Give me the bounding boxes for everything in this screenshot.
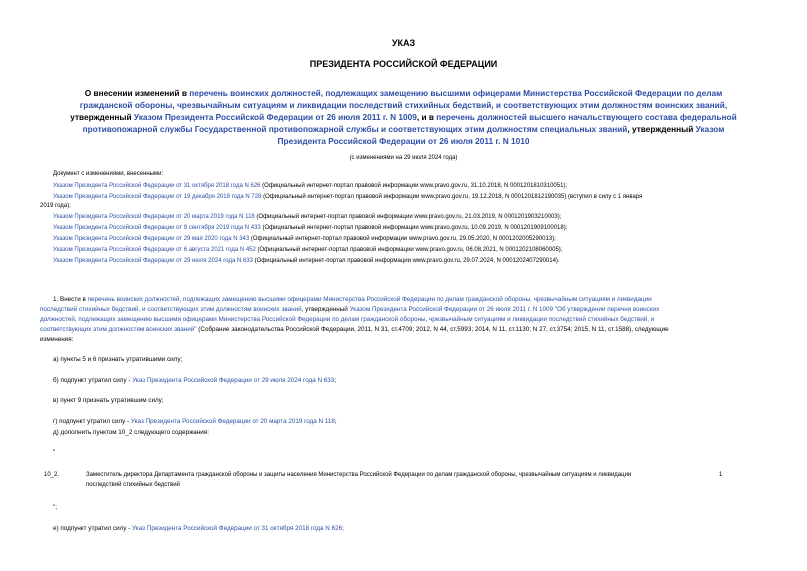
- change-link[interactable]: Указом Президента Российской Федерации от 29 июля 2024 года N 633: [53, 258, 253, 264]
- para-link-list-cont[interactable]: последствий стихийных бедствий, и соответствующих этим должностям воинских званий: [40, 306, 302, 313]
- change-desc: (Официальный интернет-портал правовой информации www.pravo.gov.ru, 29.05.2020, N 0001202005290013);: [249, 236, 556, 242]
- para-link-list[interactable]: перечень воинских должностей, подлежащих замещению высшими офицерами Министерства Российской Федерации по делам гражданской обороны, чрезвычайным ситуациям и ликвидации: [87, 296, 652, 303]
- change-link[interactable]: Указом Президента Российской Федерации от 9 сентября 2019 года N 433: [53, 225, 261, 231]
- heading-link-2-cont[interactable]: противопожарной службы Государственной противопожарной службы и соответствующих этим должностям специальных званий: [82, 124, 628, 134]
- item-g: [53, 417, 337, 427]
- change-item-cont: 2019 года);: [40, 203, 71, 209]
- item-e-link[interactable]: Указ Президента Российской Федерации от 31 октября 2018 года N 626: [132, 525, 343, 532]
- para-text: , утвержденный: [301, 306, 350, 313]
- quote-open: ": [53, 449, 56, 456]
- table-row-number: 10_2.: [44, 472, 60, 478]
- item-e: [53, 524, 344, 534]
- para-link-decree-1009-cont[interactable]: соответствующих этим должностям воинских званий": [40, 326, 197, 333]
- item-text: г) подпункт утратил силу -: [53, 418, 131, 425]
- item-g-link[interactable]: Указ Президента Российской Федерации от 20 марта 2019 года N 118: [130, 418, 335, 425]
- item-d: д) дополнить пунктом 10_2 следующего содержания:: [53, 429, 209, 436]
- change-link[interactable]: Указом Президента Российской Федерации от 31 октября 2018 года N 626: [53, 183, 261, 189]
- para-link-decree-1009[interactable]: Указом Президента Российской Федерации от 26 июля 2011 г. N 1009 "Об утверждении перечня воинских: [349, 306, 660, 313]
- change-link[interactable]: Указом Президента Российской Федерации от 29 мая 2020 года N 343: [53, 236, 250, 242]
- heading-link-decree-1009[interactable]: Указом Президента Российской Федерации от 26 июля 2011 г. N 1009: [133, 112, 417, 122]
- change-item: [53, 212, 561, 222]
- heading-line-2[interactable]: гражданской обороны, чрезвычайным ситуациям и ликвидации последствий стихийных бедствий, и соответствующих этим должностям воинских званий,: [79, 100, 728, 110]
- heading-line-4: [0, 123, 807, 135]
- paragraph-1-line-2: [40, 305, 659, 315]
- item-b-link[interactable]: Указ Президента Российской Федерации от 29 июля 2024 года N 633: [132, 377, 335, 384]
- paragraph-1-line-5: изменения:: [40, 336, 74, 343]
- item-a: а) пункты 5 и 6 признать утратившими силу;: [53, 356, 183, 363]
- change-item: [53, 223, 567, 233]
- heading-text: О внесении изменений в: [84, 88, 190, 98]
- heading-line-1: [0, 87, 807, 99]
- item-v: в) пункт 9 признать утратившим силу;: [53, 397, 164, 404]
- change-item: [53, 234, 556, 244]
- item-b: [53, 376, 336, 386]
- heading-text: , и в: [416, 112, 437, 122]
- table-row-position-cont: последствий стихийных бедствий: [86, 482, 180, 488]
- item-text: ;: [342, 525, 344, 532]
- item-text: е) подпункт утратил силу -: [53, 525, 133, 532]
- change-link[interactable]: Указом Президента Российской Федерации от 6 августа 2021 года N 452: [53, 247, 256, 253]
- change-item: [53, 256, 560, 266]
- quote-close: ";: [53, 504, 57, 511]
- table-row-value: 1: [719, 472, 723, 478]
- heading-text: утвержденный: [70, 112, 134, 122]
- item-text: ;: [334, 377, 337, 384]
- change-desc: (Официальный интернет-портал правовой информации www.pravo.gov.ru, 29.07.2024, N 0001202407290014).: [252, 258, 560, 264]
- para-text: 1. Внести в: [53, 296, 88, 303]
- heading-link-2[interactable]: перечень должностей высшего начальствующего состава федеральной: [436, 112, 737, 122]
- heading-text: , утвержденный: [627, 124, 696, 134]
- change-link[interactable]: Указом Президента Российской Федерации от 19 декабря 2018 года N 728: [53, 194, 262, 200]
- change-link[interactable]: Указом Президента Российской Федерации от 20 марта 2019 года N 118: [53, 214, 255, 220]
- heading-line-3: [0, 111, 807, 123]
- table-row-position: Заместитель директора Департамента гражданской обороны и защиты населения Министерства Российской Федерации по делам гражданской обороны, чрезвычайным ситуациям и ликвидации: [86, 472, 632, 478]
- document-subtitle: ПРЕЗИДЕНТА РОССИЙСКОЙ ФЕДЕРАЦИИ: [309, 59, 498, 69]
- heading-link-1[interactable]: перечень воинских должностей, подлежащих замещению высшими офицерами Министерства Российской Федерации по делам: [189, 88, 723, 98]
- edition-note: (с изменениями на 29 июля 2024 года): [349, 155, 458, 161]
- changes-heading: Документ с изменениями, внесенными:: [53, 171, 164, 177]
- para-text: (Собрание законодательства Российской Федерации, 2011, N 31, ст.4709; 2012, N 44, ст.5993; 2014, N 11, ст.1130; N 27, ст.3754; 2015, N 11, ст.1588), следующие: [196, 326, 669, 333]
- change-desc: (Официальный интернет-портал правовой информации www.pravo.gov.ru, 21.03.2019, N 0001201903210003);: [254, 214, 562, 220]
- item-text: ;: [334, 418, 337, 425]
- change-desc: (Официальный интернет-портал правовой информации www.pravo.gov.ru, 19.12.2018, N 0001201812190035) (вступил в силу с 1 января: [261, 194, 643, 200]
- change-item: [53, 245, 562, 255]
- document-title: УКАЗ: [391, 38, 416, 48]
- change-desc: (Официальный интернет-портал правовой информации www.pravo.gov.ru, 06.08.2021, N 0001202108060005);: [255, 247, 563, 253]
- change-desc: (Официальный интернет-портал правовой информации www.pravo.gov.ru, 10.09.2019, N 0001201909100018);: [260, 225, 568, 231]
- change-item: [53, 181, 567, 191]
- change-desc: (Официальный интернет-портал правовой информации www.pravo.gov.ru, 31.10.2018, N 0001201810310051);: [260, 183, 568, 189]
- heading-link-decree-1010[interactable]: Указом: [695, 124, 725, 134]
- item-text: б) подпункт утратил силу -: [53, 377, 133, 384]
- paragraph-1-line-1: [53, 295, 652, 305]
- change-item: [53, 192, 642, 202]
- paragraph-1-line-4: [40, 325, 669, 335]
- heading-line-5[interactable]: Президента Российской Федерации от 26 июля 2011 г. N 1010: [277, 136, 530, 146]
- paragraph-1-line-3[interactable]: должностей, подлежащих замещению высшими офицерами Министерства Российской Федерации по делам гражданской обороны, чрезвычайным ситуациям и ликвидации последствий стихийных бедствий, и: [40, 316, 655, 323]
